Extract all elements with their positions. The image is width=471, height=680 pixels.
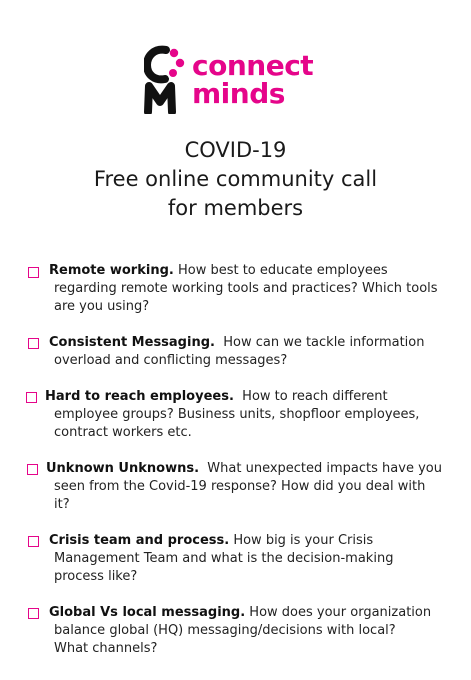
agenda-item-title: Consistent Messaging.: [49, 335, 215, 350]
agenda-item-desc-line: Management Team and what is the decision-making: [54, 551, 394, 566]
agenda-item-desc-line: contract workers etc.: [54, 425, 192, 440]
agenda-item-desc-line: seen from the Covid-19 response? How did you deal with: [54, 479, 426, 494]
agenda-item-text: [49, 262, 454, 316]
agenda-item-desc-line: employee groups? Business units, shopfloor employees,: [54, 407, 420, 422]
connect-minds-logo: [144, 44, 334, 116]
checkbox-icon[interactable]: [28, 267, 39, 278]
heading-line-2: Free online community call: [93, 167, 378, 191]
page-heading: [0, 136, 471, 223]
agenda-item-text: [49, 604, 454, 658]
checkbox-icon[interactable]: [28, 536, 39, 547]
heading-line-1: COVID-19: [184, 138, 287, 162]
agenda-item-title: Global Vs local messaging.: [49, 605, 246, 620]
agenda-item-title: Remote working.: [49, 263, 174, 278]
heading-line-3: for members: [167, 196, 304, 220]
logo-wordmark: [192, 49, 314, 110]
agenda-item-desc-line: process like?: [54, 569, 138, 584]
agenda-item-desc-line: How best to educate employees: [173, 263, 388, 278]
agenda-item-text: [49, 532, 454, 586]
logo-line-connect: connect: [192, 49, 314, 82]
cm-logo-icon: [144, 44, 186, 114]
agenda-item-desc-line: What channels?: [54, 641, 158, 656]
agenda-item-desc-line: balance global (HQ) messaging/decisions with local?: [54, 623, 396, 638]
agenda-item-desc-line: What unexpected impacts have you: [199, 461, 442, 476]
agenda-item-title: Unknown Unknowns.: [46, 461, 200, 476]
agenda-item-title: Crisis team and process.: [49, 533, 230, 548]
agenda-item-desc-line: How to reach different: [233, 389, 388, 404]
agenda-item-desc-line: it?: [54, 497, 70, 512]
checkbox-icon[interactable]: [27, 464, 38, 475]
agenda-item-text: [45, 388, 450, 442]
checkbox-icon[interactable]: [26, 392, 37, 403]
agenda-item-text: [46, 460, 451, 514]
agenda-item-desc-line: How does your organization: [245, 605, 432, 620]
agenda-item-desc-line: regarding remote working tools and practices? Which tools: [54, 281, 438, 296]
agenda-item-title: Hard to reach employees.: [45, 389, 234, 404]
logo-line-minds: minds: [192, 77, 285, 110]
agenda-item-desc-line: are you using?: [54, 299, 150, 314]
checkbox-icon[interactable]: [28, 608, 39, 619]
checkbox-icon[interactable]: [28, 338, 39, 349]
agenda-item-desc-line: How can we tackle information: [214, 335, 425, 350]
agenda-item-text: [49, 334, 454, 370]
agenda-item-desc-line: overload and conflicting messages?: [54, 353, 288, 368]
agenda-item-desc-line: How big is your Crisis: [229, 533, 374, 548]
